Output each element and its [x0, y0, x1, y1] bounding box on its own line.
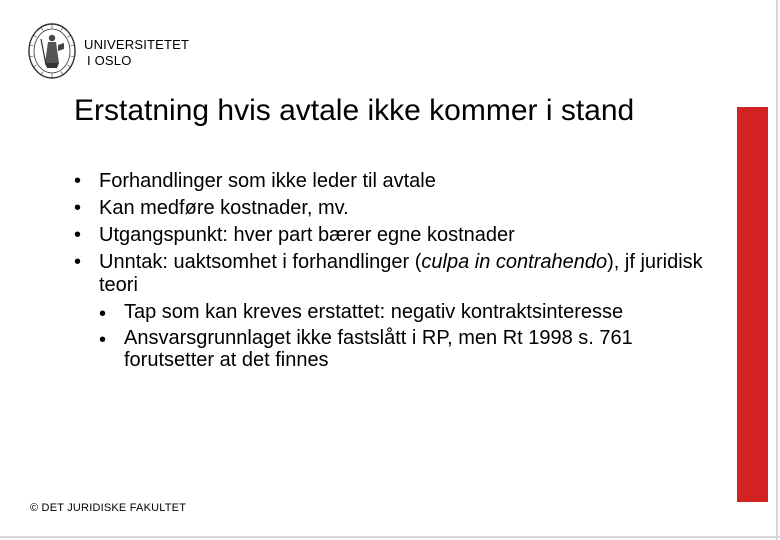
bullet-text-before: Unntak: uaktsomhet i forhandlinger ( — [99, 251, 422, 273]
bullet-text — [99, 249, 714, 297]
bullet-item — [74, 222, 714, 249]
bullet-text: Forhandlinger som ikke leder til avtale — [99, 170, 436, 192]
bullet-symbol: • — [74, 197, 82, 219]
bullet-item — [74, 168, 714, 195]
sub-bullet-item — [74, 301, 714, 323]
bullet-text: Kan medføre kostnader, mv. — [99, 197, 349, 219]
bullet-text-after: ), jf juridisk teori — [99, 251, 703, 296]
university-name-line2: I OSLO — [87, 53, 132, 68]
bullet-list — [74, 168, 714, 371]
slide-border-bottom — [0, 536, 780, 538]
bullet-text: Utgangspunkt: hver part bærer egne kostnader — [99, 224, 515, 246]
university-name-line1: UNIVERSITETET — [84, 37, 190, 52]
bullet-symbol: • — [74, 251, 82, 273]
bullet-symbol: • — [99, 303, 107, 325]
footer-text: © DET JURIDISKE FAKULTET — [30, 502, 187, 514]
accent-bar — [737, 107, 768, 502]
university-name — [84, 37, 189, 69]
bullet-text-italic: culpa in contrahendo — [421, 251, 608, 273]
bullet-symbol: • — [74, 224, 82, 246]
bullet-symbol: • — [99, 329, 107, 351]
sub-bullet-text: Ansvarsgrunnlaget ikke fastslått i RP, men Rt 1998 s. 761 forutsetter at det finnes — [124, 327, 633, 371]
sub-bullet-text: Tap som kan kreves erstattet: negativ kontraktsinteresse — [124, 301, 624, 323]
bullet-item — [74, 195, 714, 222]
university-seal-icon — [27, 21, 77, 81]
bullet-symbol: • — [74, 170, 82, 192]
slide-title: Erstatning hvis avtale ikke kommer i stand — [74, 94, 635, 127]
sub-bullet-item — [74, 327, 714, 371]
slide-border-right — [776, 0, 778, 540]
bullet-item — [74, 249, 714, 297]
